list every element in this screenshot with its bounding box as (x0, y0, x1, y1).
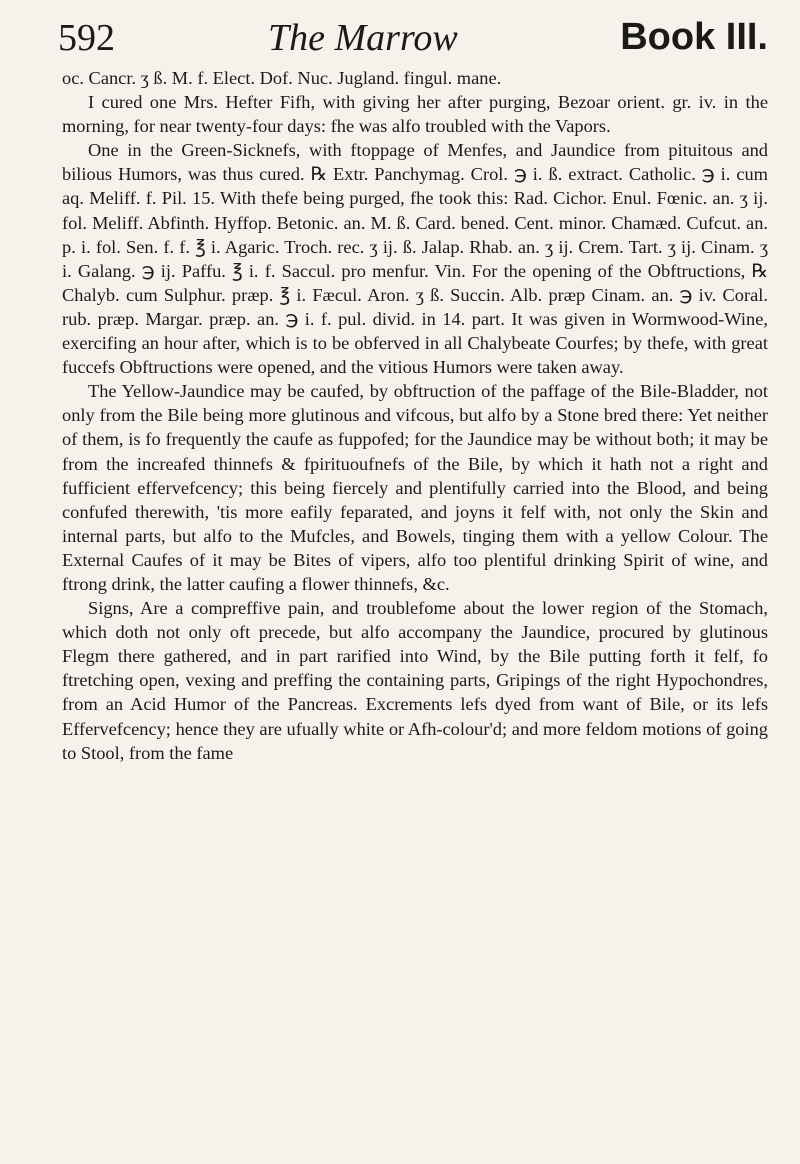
page-body (62, 66, 768, 765)
paragraph-case-hester-fish: I cured one Mrs. Hefter Fifh, with giving her after purging, Bezoar orient. gr. iv. in the morning, for near twenty-four days: fhe was alfo troubled with the Vapors. (62, 92, 768, 137)
running-title: The Marrow (268, 17, 458, 59)
page-number: 592 (58, 17, 115, 59)
paragraph-signs: Signs, Are a compreffive pain, and troublefome about the lower region of the Stomach, which doth not only oft precede, but alfo accompany the Jaundice, procured by glutinous Flegm there gathered, and in part rarified into Wind, by the Bile putting forth it felf, fo ftretching open, vexing and preffing the containing parts, Gripings of the right Hypochondres, from an Acid Humor of the Pancreas. Excrements lefs dyed from want of Bile, or its lefs Effervefcency; hence they are ufually white or Afh-colour'd; and more feldom motions of going to Stool, from the fame (62, 598, 768, 763)
paragraph-green-sickness-case: One in the Green-Sicknefs, with ftoppage of Menfes, and Jaundice from pituitous and bilious Humors, was thus cured. ℞ Extr. Panchymag. Crol. ℈ i. ß. extract. Catholic. ℈ i. cum aq. Meliff. f. Pil. 15. With thefe being purged, fhe took this: Rad. Cichor. Enul. Fœnic. an. ʒ ij. fol. Meliff. Abfinth. Hyffop. Betonic. an. M. ß. Card. bened. Cent. minor. Chamæd. Cufcut. an. p. i. fol. Sen. f. f. ℥ i. Agaric. Troch. rec. ʒ ij. ß. Jalap. Rhab. an. ʒ ij. Crem. Tart. ʒ ij. Cinam. ʒ i. Galang. ℈ ij. Paffu. ℥ i. f. Saccul. pro menfur. Vin. For the opening of the Obftructions, ℞ Chalyb. cum Sulphur. præp. ℥ i. Fæcul. Aron. ʒ ß. Succin. Alb. præp Cinam. an. ℈ iv. Coral. rub. præp. Margar. præp. an. ℈ i. f. pul. divid. in 14. part. It was given in Wormwood-Wine, exercifing an hour after, which is to be obferved in all Chalybeate Courfes; by thefe, with great fuccefs Obftructions were opened, and the vitious Humors were taken away. (62, 140, 768, 378)
book-label: Book III. (620, 16, 768, 58)
paragraph-prescription-end: oc. Cancr. ʒ ß. M. f. Elect. Dof. Nuc. Jugland. fingul. mane. (62, 68, 502, 88)
paragraph-yellow-jaundice: The Yellow-Jaundice may be caufed, by obftruction of the paffage of the Bile-Bladder, not only from the Bile being more glutinous and vifcous, but alfo by a Stone bred there: Yet neither of them, is fo frequently the caufe as fuppofed; for the Jaundice may be without both; it may be from the increafed thinnefs & fpirituoufnefs of the Bile, by which it hath not a right and fufficient effervefcency; this being fiercely and plentifully carried into the Blood, and being confufed therewith, 'tis more eafily feparated, and joyns it felf with, not only the Skin and internal parts, but alfo to the Mufcles, and Bowels, tinging them with a yellow Colour. The External Caufes of it may be Bites of vipers, alfo too plentiful drinking Spirit of wine, and ftrong drink, the latter caufing a flower thinnefs, &c. (62, 381, 768, 594)
page-header (58, 14, 768, 62)
